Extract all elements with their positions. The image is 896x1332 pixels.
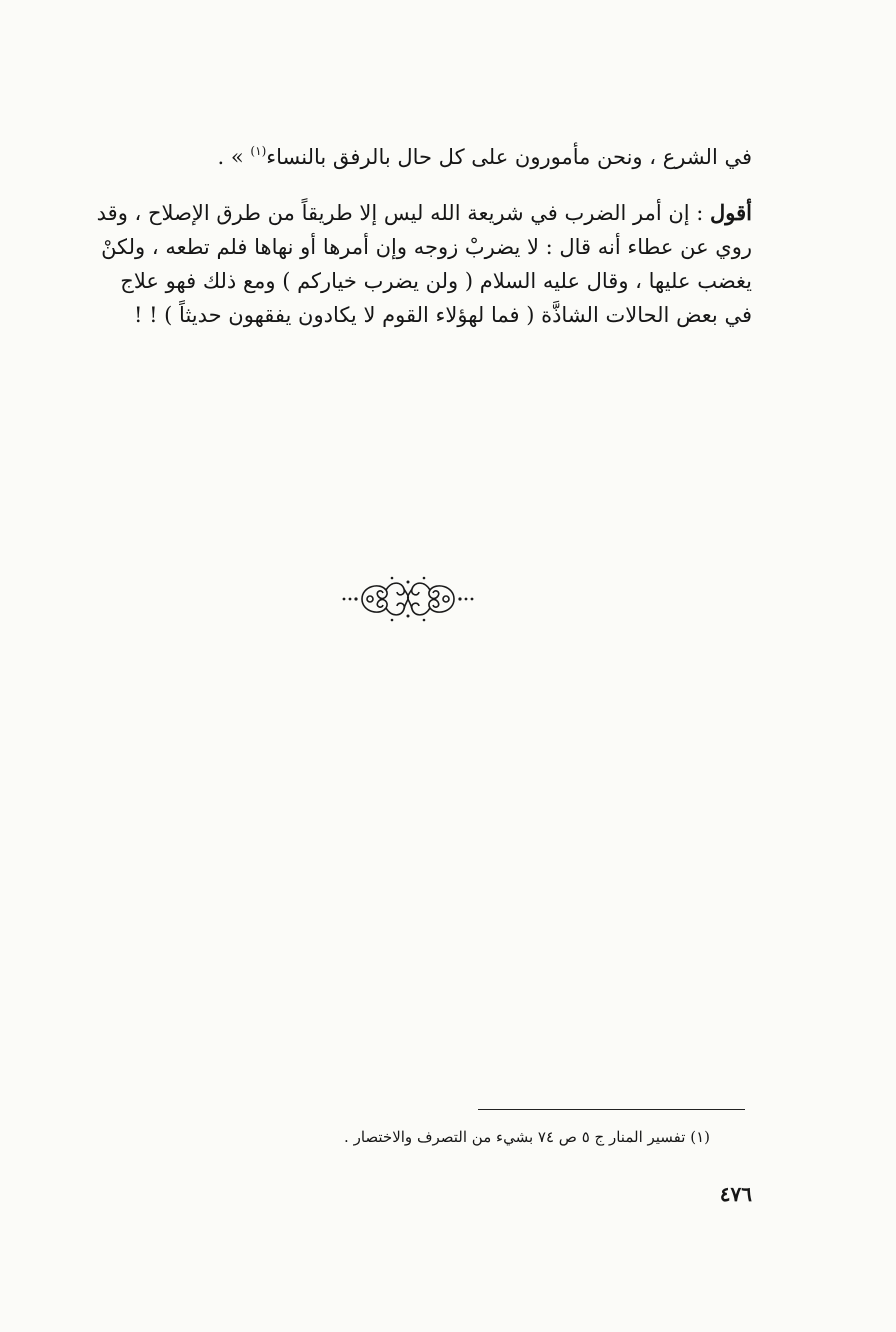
text-line-2: [70, 196, 752, 230]
text-line-4: [70, 264, 752, 298]
lead-word: أقول: [710, 200, 752, 225]
text-line-1: [70, 140, 752, 174]
footnote: (١) تفسير المنار ج ٥ ص ٧٤ بشيء من التصرف والاختصار .: [344, 1128, 710, 1146]
text-line-2-content: : إن أمر الضرب في شريعة الله ليس إلا طريقاً من طرق الإصلاح ، وقد: [96, 201, 711, 225]
text-line-3-content: روي عن عطاء أنه قال : لا يضربْ زوجه وإن أمرها أو نهاها فلم تطعه ، ولكنْ: [101, 235, 752, 259]
text-line-1-content: في الشرع ، ونحن مأمورون على كل حال بالرفق بالنساء: [266, 145, 752, 169]
text-line-1-tail: » .: [217, 145, 251, 169]
arabesque-ornament-icon: [340, 574, 476, 624]
body-text: [70, 140, 752, 332]
footnote-reference: (١): [250, 144, 267, 158]
page-number: ٤٧٦: [719, 1182, 752, 1206]
footnote-divider: [478, 1109, 745, 1110]
text-line-5: [70, 298, 752, 332]
text-line-5-content: في بعض الحالات الشاذَّة ( فما لهؤلاء القوم لا يكادون يفقهون حديثاً ) ! !: [133, 303, 752, 327]
text-line-3: [70, 230, 752, 264]
text-line-4-content: يغضب عليها ، وقال عليه السلام ( ولن يضرب خياركم ) ومع ذلك فهو علاج: [120, 269, 752, 293]
